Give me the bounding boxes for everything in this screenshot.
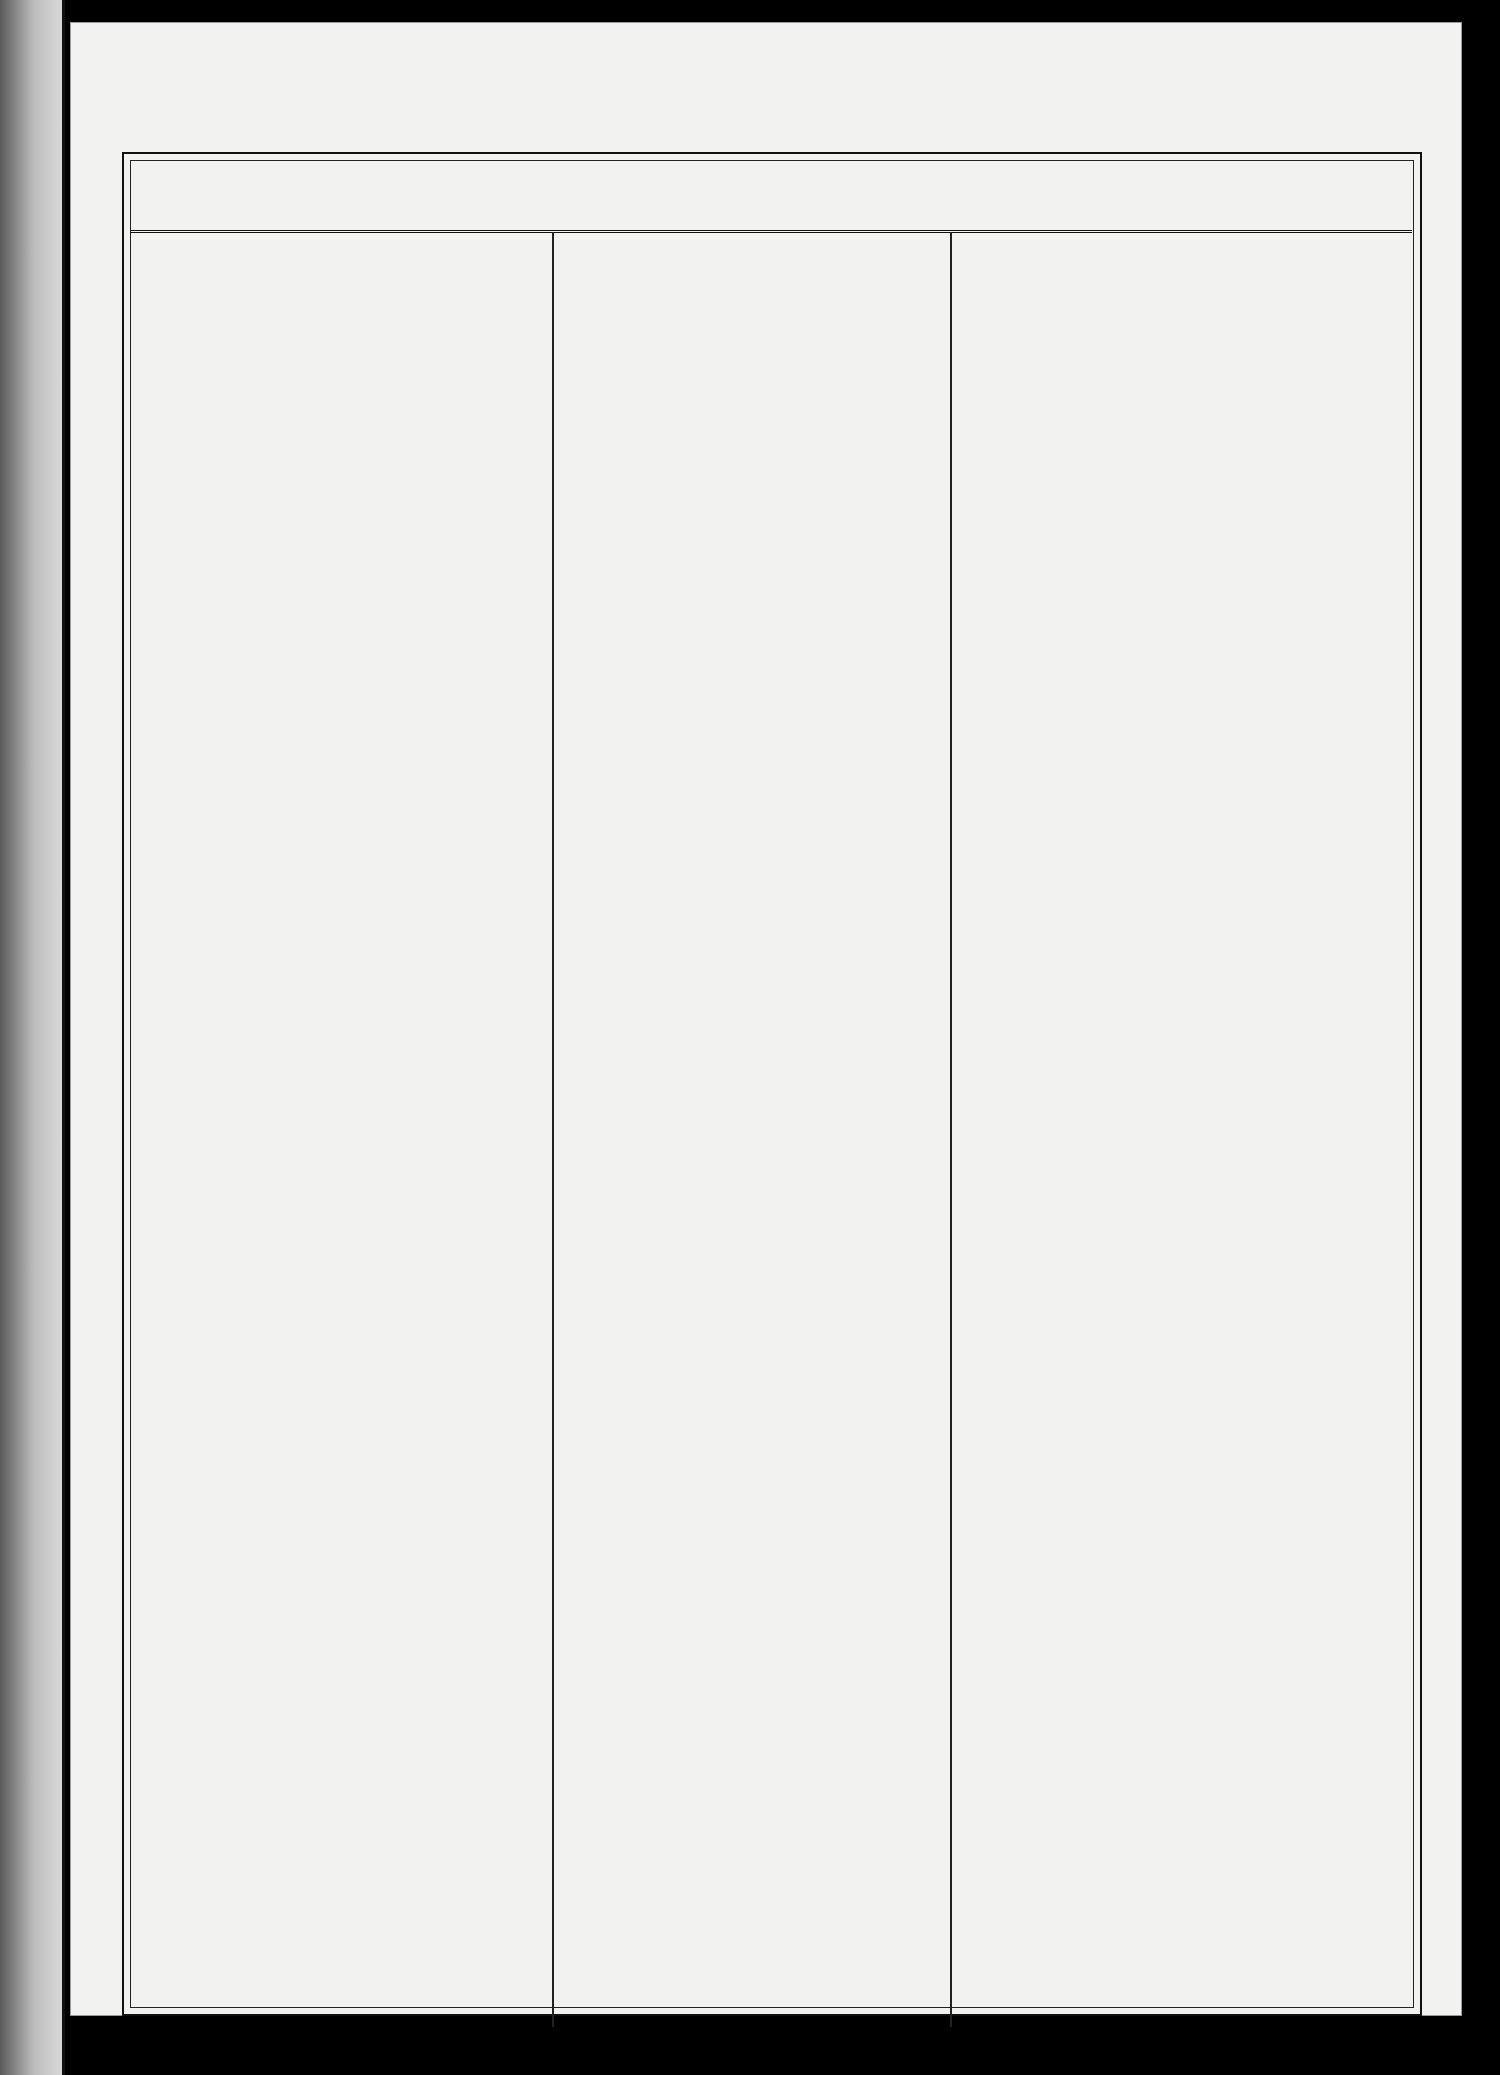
column-rule-2: [950, 232, 952, 2027]
column-left: [150, 238, 540, 2015]
column-right: [962, 238, 1340, 2015]
column-middle: [562, 238, 942, 2015]
column-rule-1: [552, 232, 554, 2027]
masthead: [130, 160, 1412, 233]
adjacent-page-edge: [0, 0, 65, 2075]
